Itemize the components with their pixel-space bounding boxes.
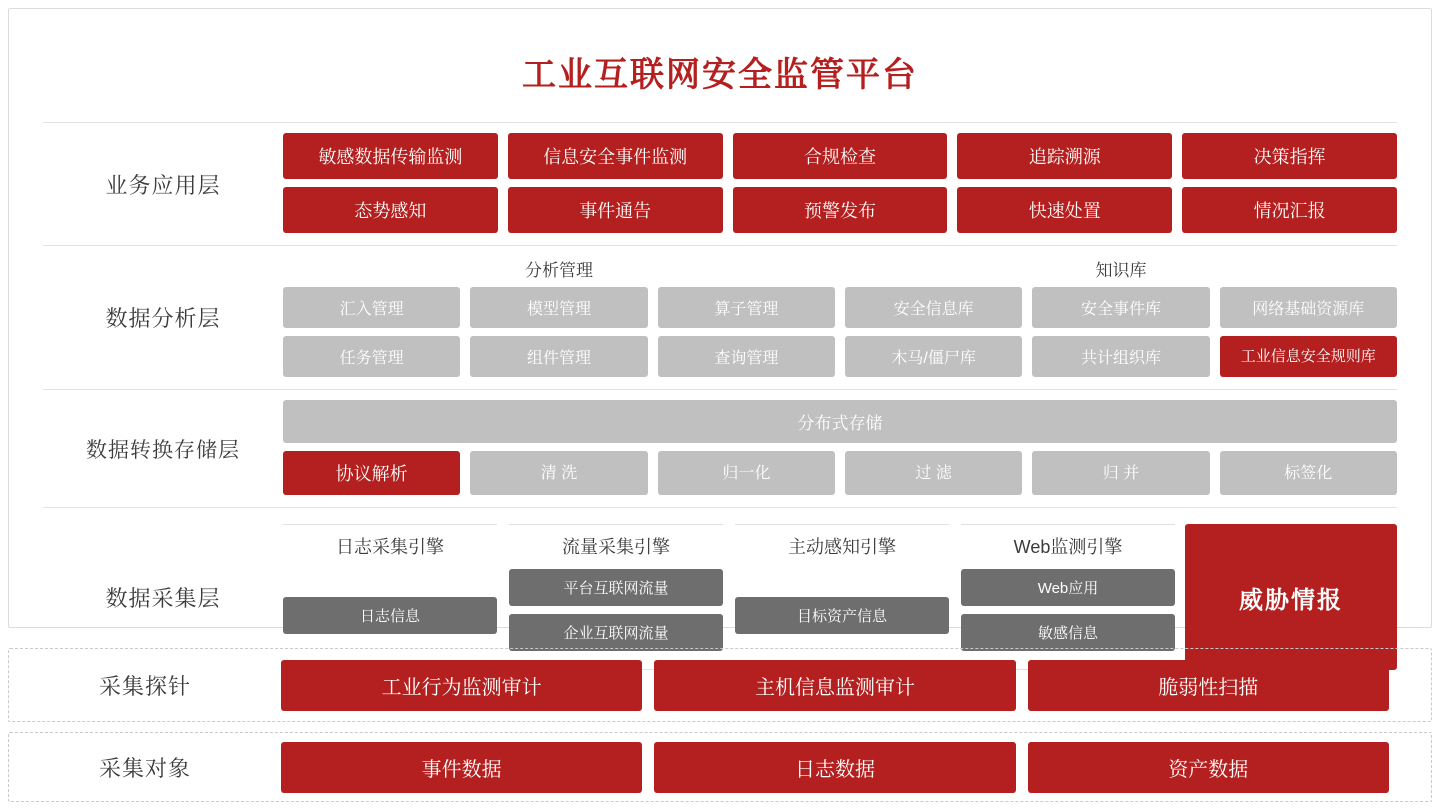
layer-label-business: 业务应用层 [105, 172, 221, 198]
engine-title: 日志采集引擎 [336, 537, 444, 557]
business-row-1 [283, 133, 1397, 179]
analysis-heading-right: 知识库 [1095, 261, 1147, 280]
storage-item[interactable]: 归一化 [658, 451, 835, 495]
probe-item[interactable]: 脆弱性扫描 [1028, 660, 1389, 711]
engine-item[interactable]: 企业互联网流量 [509, 614, 723, 651]
layer-label-analysis: 数据分析层 [105, 306, 221, 331]
layer-data-storage [43, 389, 1397, 507]
engine-title: 主动感知引擎 [788, 537, 896, 557]
business-item[interactable]: 快速处置 [957, 187, 1172, 233]
layer-label-storage: 数据转换存储层 [86, 438, 240, 462]
analysis-heading-left: 分析管理 [525, 261, 593, 280]
engine-item[interactable]: 目标资产信息 [735, 597, 949, 634]
analysis-item[interactable]: 安全事件库 [1032, 287, 1209, 328]
engine-item[interactable]: 平台互联网流量 [509, 569, 723, 606]
business-item[interactable]: 情况汇报 [1182, 187, 1397, 233]
layer-body-storage [283, 390, 1397, 507]
business-item[interactable]: 态势感知 [283, 187, 498, 233]
storage-items-row [283, 451, 1397, 495]
object-label: 采集对象 [98, 755, 191, 781]
business-row-2 [283, 187, 1397, 233]
probe-item[interactable]: 工业行为监测审计 [281, 660, 642, 711]
layer-label-collection: 数据采集层 [105, 585, 221, 611]
analysis-item[interactable]: 模型管理 [470, 287, 647, 328]
layer-data-analysis [43, 245, 1397, 389]
analysis-item[interactable]: 任务管理 [283, 336, 460, 377]
analysis-item[interactable]: 算子管理 [658, 287, 835, 328]
business-item[interactable]: 决策指挥 [1182, 133, 1397, 179]
platform-architecture-box [8, 8, 1432, 642]
probe-label: 采集探针 [98, 673, 191, 699]
analysis-row-2 [283, 336, 1397, 377]
analysis-item[interactable]: 木马/僵尸库 [845, 336, 1022, 377]
analysis-item[interactable]: 网络基础资源库 [1220, 287, 1397, 328]
analysis-item-highlighted[interactable]: 工业信息安全规则库 [1220, 336, 1397, 377]
engine-title: 流量采集引擎 [562, 537, 670, 557]
distributed-storage-bar[interactable]: 分布式存储 [283, 400, 1397, 443]
storage-item-highlighted[interactable]: 协议解析 [283, 451, 460, 495]
probe-item[interactable]: 主机信息监测审计 [654, 660, 1015, 711]
engine-item[interactable]: 日志信息 [283, 597, 497, 634]
probe-items [281, 660, 1431, 711]
object-item[interactable]: 事件数据 [281, 742, 642, 793]
storage-item[interactable]: 归 并 [1032, 451, 1209, 495]
object-item[interactable]: 日志数据 [654, 742, 1015, 793]
engine-item[interactable]: Web应用 [961, 569, 1175, 606]
object-items [281, 742, 1431, 793]
analysis-item[interactable]: 查询管理 [658, 336, 835, 377]
collection-probe-box [8, 648, 1432, 722]
collection-object-box [8, 732, 1432, 802]
page-title: 工业互联网安全监管平台 [522, 56, 918, 94]
business-item[interactable]: 事件通告 [508, 187, 723, 233]
analysis-row-1 [283, 287, 1397, 328]
business-item[interactable]: 信息安全事件监测 [508, 133, 723, 179]
object-item[interactable]: 资产数据 [1028, 742, 1389, 793]
business-item[interactable]: 合规检查 [733, 133, 948, 179]
engine-item[interactable]: 敏感信息 [961, 614, 1175, 651]
analysis-item[interactable]: 组件管理 [470, 336, 647, 377]
layer-body-analysis [283, 246, 1397, 389]
analysis-item[interactable]: 汇入管理 [283, 287, 460, 328]
business-item[interactable]: 追踪溯源 [957, 133, 1172, 179]
analysis-headings [283, 256, 1397, 281]
threat-intelligence-panel[interactable]: 威胁情报 [1185, 524, 1397, 670]
storage-item[interactable]: 过 滤 [845, 451, 1022, 495]
analysis-item[interactable]: 安全信息库 [845, 287, 1022, 328]
storage-item[interactable]: 标签化 [1220, 451, 1397, 495]
engine-title: Web监测引擎 [1013, 537, 1123, 557]
analysis-item[interactable]: 共计组织库 [1032, 336, 1209, 377]
layer-business-application [43, 122, 1397, 245]
layer-body-business [283, 123, 1397, 245]
business-item[interactable]: 预警发布 [733, 187, 948, 233]
business-item[interactable]: 敏感数据传输监测 [283, 133, 498, 179]
storage-item[interactable]: 清 洗 [470, 451, 647, 495]
